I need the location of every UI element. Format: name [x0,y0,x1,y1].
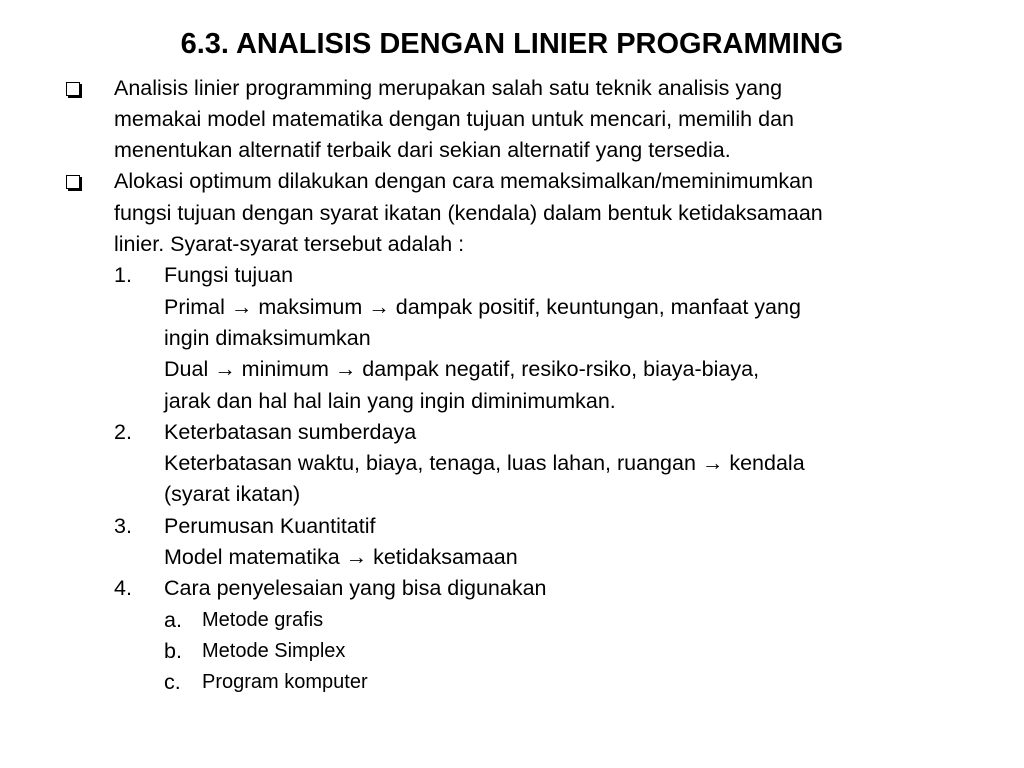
list-item-number-2: 2. [114,420,132,444]
list-item-number-3: 3. [114,514,132,538]
checkbox-bullet-icon [66,82,80,96]
list-item-3-detail-1: Model matematika → ketidaksamaan [164,545,518,569]
list-item-1-detail-2: ingin dimaksimumkan [164,326,371,350]
list-item-number-1: 1. [114,263,132,287]
list-item-1-detail-1: Primal → maksimum → dampak positif, keuntungan, manfaat yang [164,295,801,319]
list-item-heading-1: Fungsi tujuan [164,263,294,287]
list-item-heading-3: Perumusan Kuantitatif [164,514,376,538]
list-item-1-detail-3: Dual → minimum → dampak negatif, resiko-rsiko, biaya-biaya, [164,357,760,381]
list-item-2-detail-2: (syarat ikatan) [164,482,301,506]
sub-item-letter-c: c. [164,670,181,694]
sub-item-text-b: Metode Simplex [202,640,346,662]
bullet-2-line-2: fungsi tujuan dengan syarat ikatan (kendala) dalam bentuk ketidaksamaan [114,201,823,225]
page-title: 6.3. ANALISIS DENGAN LINIER PROGRAMMING [180,28,844,60]
list-item-heading-4: Cara penyelesaian yang bisa digunakan [164,576,547,600]
bullet-2-line-1: Alokasi optimum dilakukan dengan cara memaksimalkan/meminimumkan [114,169,814,193]
bullet-1-line-3: menentukan alternatif terbaik dari sekian alternatif yang tersedia. [114,138,731,162]
list-item-heading-2: Keterbatasan sumberdaya [164,420,417,444]
sub-item-text-a: Metode grafis [202,609,324,631]
bullet-1-line-2: memakai model matematika dengan tujuan untuk mencari, memilih dan [114,107,794,131]
bullet-1-line-1: Analisis linier programming merupakan salah satu teknik analisis yang [114,76,783,100]
bullet-2-line-3: linier. Syarat-syarat tersebut adalah : [114,232,465,256]
sub-item-letter-a: a. [164,608,182,632]
sub-item-text-c: Program komputer [202,671,368,693]
list-item-2-detail-1: Keterbatasan waktu, biaya, tenaga, luas lahan, ruangan → kendala [164,451,805,475]
sub-item-letter-b: b. [164,639,182,663]
list-item-1-detail-4: jarak dan hal hal lain yang ingin diminimumkan. [164,389,616,413]
list-item-number-4: 4. [114,576,132,600]
bullet-2-marker [62,167,90,197]
bullet-1-marker [62,74,90,104]
checkbox-bullet-icon [66,175,80,189]
